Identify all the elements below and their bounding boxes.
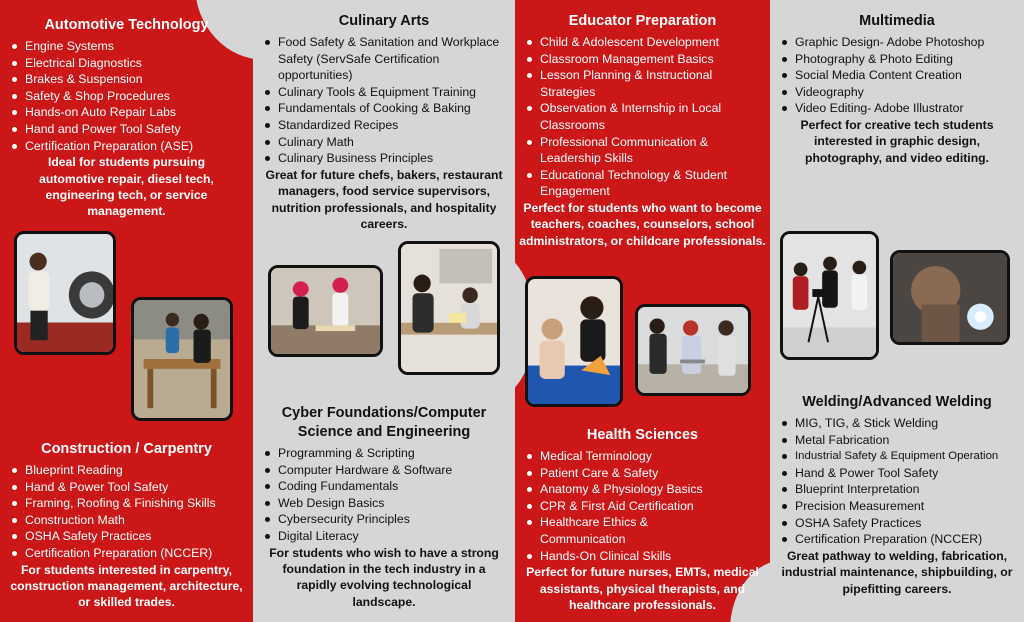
list-item: Graphic Design- Adobe Photoshop [795,34,1018,51]
automotive-list [0,38,253,154]
photo-auto-repair [14,231,116,355]
list-item: Digital Literacy [278,528,509,545]
list-item: Precision Measurement [795,498,1018,515]
educator-tagline: Perfect for students who want to become teachers, coaches, counselors, school administrators, or childcare professionals. [519,200,766,248]
health-section [515,426,770,613]
health-list [515,448,770,564]
list-item: Coding Fundamentals [278,478,509,495]
welding-list [770,415,1024,548]
list-item: Hand & Power Tool Safety [25,479,247,496]
list-item: Culinary Math [278,134,509,151]
list-item: Industrial Safety & Equipment Operation [795,448,1018,465]
photo-clinical-skills [635,304,751,396]
list-item: Professional Communication & Leadership Skills [540,134,764,167]
educator-list [515,34,770,200]
health-tagline: Perfect for future nurses, EMTs, medical assistants, physical therapists, and healthcare professionals. [526,565,759,612]
list-item: Blueprint Interpretation [795,481,1018,498]
list-item: Photography & Photo Editing [795,51,1018,68]
list-item: Certification Preparation (ASE) [25,138,247,155]
list-item: OSHA Safety Practices [795,515,1018,532]
welding-title: Welding/Advanced Welding [802,394,992,410]
culinary-title: Culinary Arts [338,13,430,29]
list-item: Classroom Management Basics [540,51,764,68]
culinary-list [253,34,515,167]
multimedia-list [770,34,1024,117]
list-item: Electrical Diagnostics [25,55,247,72]
list-item: Hands-on Auto Repair Labs [25,104,247,121]
photo-culinary-class [268,265,383,357]
photo-classroom-art [525,276,623,407]
list-item: Hand and Power Tool Safety [25,121,247,138]
list-item: Videography [795,84,1018,101]
column-automotive-construction [0,0,253,622]
list-item: Culinary Tools & Equipment Training [278,84,509,101]
list-item: Child & Adolescent Development [540,34,764,51]
list-item: Certification Preparation (NCCER) [795,531,1018,548]
educator-section [515,12,770,249]
culinary-section [253,12,515,232]
cyber-list [253,445,515,545]
automotive-section [0,16,253,220]
multimedia-tagline: Perfect for creative tech students interested in graphic design, photography, and video editing. [800,117,994,165]
list-item: Metal Fabrication [795,432,1018,449]
list-item: Framing, Roofing & Finishing Skills [25,495,247,512]
welding-section [770,393,1024,597]
list-item: Culinary Business Principles [278,150,509,167]
photo-computer-lab [398,241,500,375]
list-item: OSHA Safety Practices [25,528,247,545]
photo-woodshop [131,297,233,421]
cyber-tagline: For students who wish to have a strong foundation in the tech industry in a rapidly evolving technological landscape. [269,545,499,609]
list-item: Web Design Basics [278,495,509,512]
list-item: Observation & Internship in Local Classrooms [540,100,764,133]
culinary-tagline: Great for future chefs, bakers, restaurant managers, food service supervisors, nutrition professionals, and hospitality careers. [265,167,503,231]
list-item: Engine Systems [25,38,247,55]
construction-tagline: For students interested in carpentry, construction management, architecture, or skilled trades. [10,562,243,610]
list-item: Medical Terminology [540,448,730,465]
educator-title: Educator Preparation [568,13,717,29]
list-item: Social Media Content Creation [795,67,1018,84]
list-item: CPR & First Aid Certification [540,498,730,515]
list-item: Programming & Scripting [278,445,509,462]
list-item: Standardized Recipes [278,117,509,134]
list-item: Video Editing- Adobe Illustrator [795,100,1018,117]
list-item: Hands-On Clinical Skills [540,548,730,565]
list-item: Fundamentals of Cooking & Baking [278,100,509,117]
column-culinary-cyber [253,0,515,622]
list-item: Lesson Planning & Instructional Strategies [540,67,764,100]
list-item: Healthcare Ethics & Communication [540,514,730,547]
welding-tagline: Great pathway to welding, fabrication, industrial maintenance, shipbuilding, or pipefitting careers. [781,548,1013,596]
list-item: Certification Preparation (NCCER) [25,545,247,562]
list-item: Patient Care & Safety [540,465,730,482]
list-item: MIG, TIG, & Stick Welding [795,415,1018,432]
list-item: Safety & Shop Procedures [25,88,247,105]
column-multimedia-welding [770,0,1024,622]
list-item: Food Safety & Sanitation and Workplace Safety (ServSafe Certification opportunities) [278,34,509,84]
column-educator-health [515,0,770,622]
automotive-title: Automotive Technology [44,17,209,33]
list-item: Construction Math [25,512,247,529]
list-item: Hand & Power Tool Safety [795,465,1018,482]
health-title: Health Sciences [586,427,699,443]
cyber-title: Cyber Foundations/Computer Science and Engineering [281,405,487,440]
photo-video-shoot [780,231,879,360]
multimedia-section [770,12,1024,166]
list-item: Anatomy & Physiology Basics [540,481,730,498]
construction-list [0,462,253,562]
construction-title: Construction / Carpentry [41,441,212,457]
multimedia-title: Multimedia [859,13,935,29]
list-item: Cybersecurity Principles [278,511,509,528]
cyber-section [253,404,515,610]
list-item: Brakes & Suspension [25,71,247,88]
automotive-tagline: Ideal for students pursuing automotive repair, diesel tech, engineering tech, or service management. [39,155,214,219]
construction-section [0,440,253,611]
list-item: Educational Technology & Student Engagement [540,167,764,200]
list-item: Blueprint Reading [25,462,247,479]
list-item: Computer Hardware & Software [278,462,509,479]
photo-welding [890,250,1010,345]
